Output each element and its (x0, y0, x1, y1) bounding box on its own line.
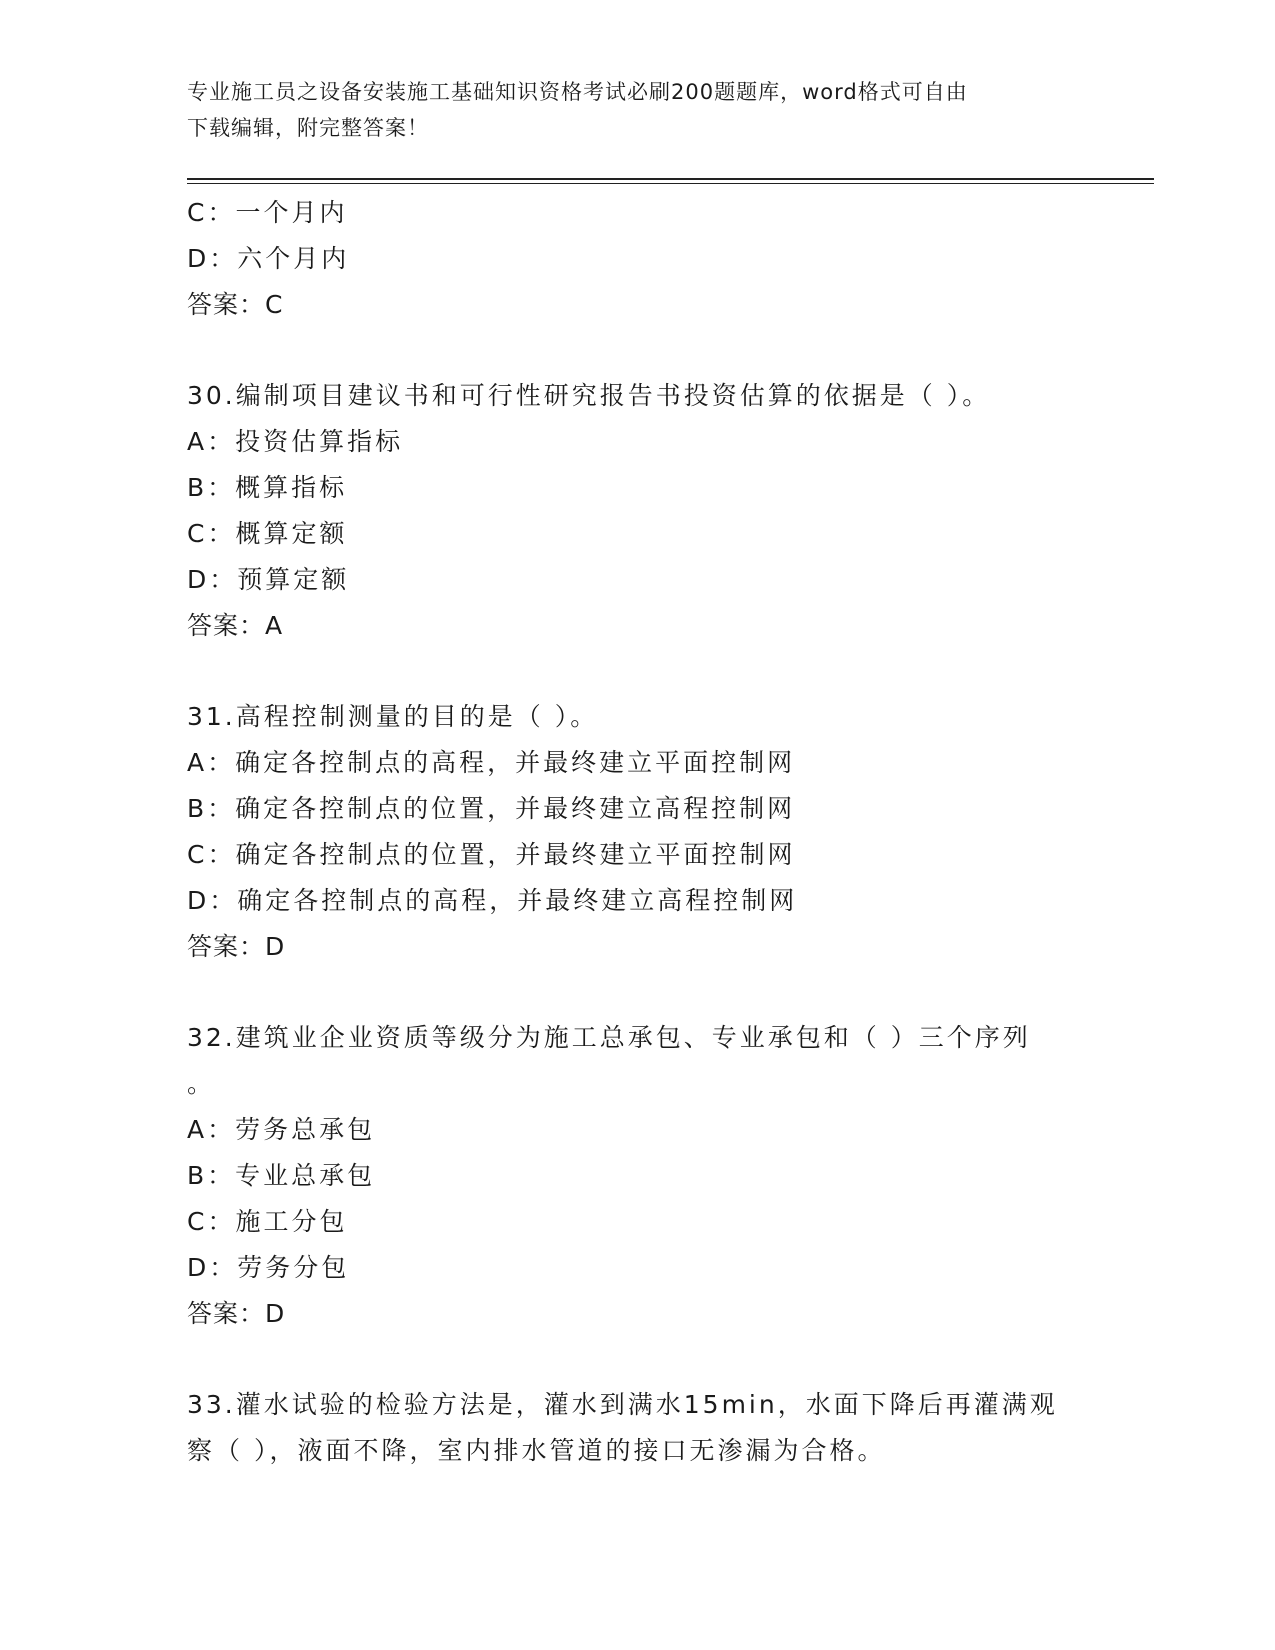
option-a: A：投资估算指标 (187, 427, 404, 456)
header-title-line-1: 专业施工员之设备安装施工基础知识资格考试必刷200题题库，word格式可自由 (187, 80, 968, 104)
option-c: C：一个月内 (187, 198, 348, 227)
spacer (187, 970, 1154, 1015)
option-b: B：概算指标 (187, 473, 348, 502)
question-29 (187, 190, 1154, 328)
answer: 答案：D (187, 1299, 286, 1328)
header-title-line-2: 下载编辑，附完整答案！ (187, 116, 429, 140)
option-d: D：预算定额 (187, 565, 350, 594)
option-c: C：确定各控制点的位置，并最终建立平面控制网 (187, 840, 796, 869)
header-divider-thick (187, 178, 1154, 180)
option-a: A：劳务总承包 (187, 1115, 376, 1144)
answer: 答案：A (187, 611, 284, 640)
spacer (187, 1337, 1154, 1382)
question-list (187, 190, 1154, 1474)
header-divider-thin (187, 183, 1154, 184)
option-c: C：概算定额 (187, 519, 348, 548)
option-c: C：施工分包 (187, 1207, 348, 1236)
answer: 答案：C (187, 290, 284, 319)
question-text-line-1: 32.建筑业企业资质等级分为施工总承包、专业承包和（ ）三个序列 (187, 1023, 1031, 1052)
spacer (187, 328, 1154, 373)
question-text: 31.高程控制测量的目的是（ ）。 (187, 702, 599, 731)
question-33 (187, 1382, 1154, 1474)
option-d: D：六个月内 (187, 244, 350, 273)
question-30 (187, 373, 1154, 649)
question-32 (187, 1015, 1154, 1337)
option-d: D：劳务分包 (187, 1253, 350, 1282)
question-text-line-2: 察（ ），液面不降，室内排水管道的接口无渗漏为合格。 (187, 1436, 886, 1465)
answer: 答案：D (187, 932, 286, 961)
option-a: A：确定各控制点的高程，并最终建立平面控制网 (187, 748, 796, 777)
question-text-line-2: 。 (187, 1069, 216, 1098)
option-d: D：确定各控制点的高程，并最终建立高程控制网 (187, 886, 798, 915)
option-b: B：专业总承包 (187, 1161, 376, 1190)
spacer (187, 649, 1154, 694)
document-header (187, 74, 1067, 146)
question-text: 30.编制项目建议书和可行性研究报告书投资估算的依据是（ ）。 (187, 381, 991, 410)
question-31 (187, 694, 1154, 970)
option-b: B：确定各控制点的位置，并最终建立高程控制网 (187, 794, 796, 823)
question-text-line-1: 33.灌水试验的检验方法是，灌水到满水15min，水面下降后再灌满观 (187, 1390, 1058, 1419)
